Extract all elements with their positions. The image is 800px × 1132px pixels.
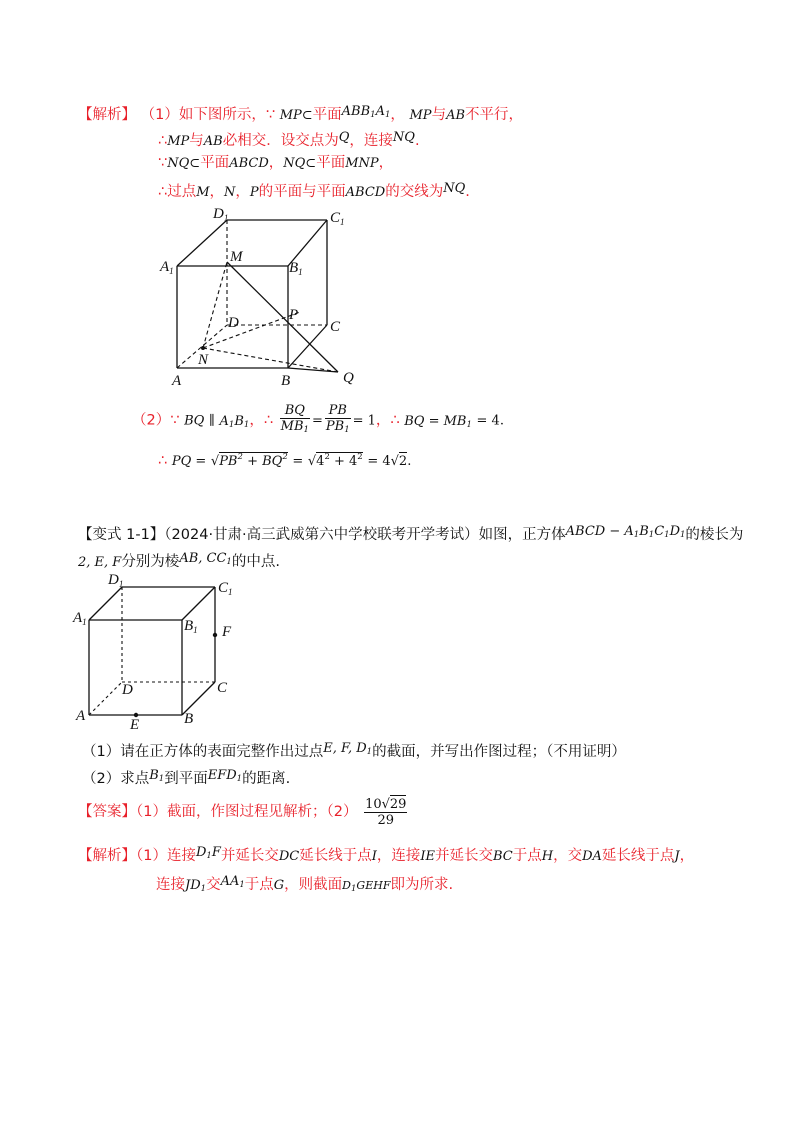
label-M: M: [230, 249, 243, 265]
label-B1: $B_1$: [289, 260, 303, 277]
label-A1: $A_1$: [160, 259, 174, 276]
label2-C1: $C_1$: [218, 580, 233, 597]
variant-line-2: 2, E, F分别为棱AB, $CC_1$的中点.: [78, 551, 280, 570]
label-C: C: [330, 319, 341, 335]
label-B: B: [281, 373, 291, 389]
point-F: [213, 633, 217, 637]
label2-A1: $A_1$: [73, 610, 87, 627]
solution3-line-2: 连接$JD_1$交$AA_1$于点G，则截面$D_1GEHF$即为所求.: [156, 874, 454, 894]
solution3-line-1: 【解析】（1）连接$D_1F$并延长交DC延长线于点I，连接IE并延长交BC于点H，交DA延长线于点J，: [78, 845, 695, 864]
answer-fraction: $\frac{10√29}{29}$: [365, 796, 407, 828]
label-N: N: [198, 352, 209, 368]
cube-figure-1: [150, 200, 370, 395]
solution-part2-line-2: ∴ PQ = $√PB^2 + BQ^2 = √4^2 + 4^2 = 4√2$.: [158, 452, 412, 469]
answer-line: 【答案】（1）截面，作图过程见解析；（2） $\frac{10√29}{29}$: [78, 796, 407, 828]
label-Q: Q: [343, 370, 354, 386]
label-D: D: [228, 315, 239, 331]
label-C1: $C_1$: [330, 210, 345, 227]
cube-figure-2: [70, 570, 250, 730]
label2-B: B: [184, 711, 194, 727]
solution-part2-line-1: （2）∵ BQ ∥ $A_1B_1$，∴ $\frac{BQ}{MB_1}$ = $\frac{PB}{PB_1}$ = 1，∴ BQ = $MB_1 = 4$.: [132, 403, 504, 442]
label2-B1: $B_1$: [184, 618, 198, 635]
variant-tag: 【变式 1-1】: [78, 527, 165, 543]
solution-line-3: ∵NQ⊂平面ABCD，NQ⊂平面MNP，: [158, 155, 394, 171]
analysis-tag: 【解析】: [78, 107, 136, 123]
label2-A: A: [76, 708, 86, 724]
analysis-tag-2: 【解析】: [78, 848, 136, 864]
label-P: P: [289, 307, 299, 323]
question-1: （1）请在正方体的表面完整作出过点E, F, $D_1$的截面，并写出作图过程；（不用证明）: [82, 741, 626, 760]
label2-F: F: [222, 624, 232, 640]
solution-line-1: 【解析】 （1）如下图所示，∵ MP⊂平面$ABB_1A_1$， MP与AB不平行，: [78, 104, 524, 123]
fraction-bq-mb1: $\frac{BQ}{MB_1}$: [280, 403, 309, 435]
solution-line-2: ∴MP与AB必相交．设交点为Q，连接NQ.: [158, 130, 420, 149]
answer-tag: 【答案】: [78, 804, 136, 820]
label2-E: E: [130, 717, 140, 730]
label-D1: $D_1$: [213, 206, 229, 223]
question-2: （2）求点$B_1$到平面$EFD_1$的距离.: [82, 768, 291, 787]
variant-line-1: 【变式 1-1】（2024·甘肃·高三武威第六中学校联考开学考试）如图，正方体ABCD − $A_1B_1C_1D_1$的棱长为: [78, 524, 744, 543]
label-A: A: [172, 373, 182, 389]
label2-C: C: [217, 680, 228, 696]
fraction-pb-pb1: $\frac{PB}{PB_1}$: [325, 403, 350, 435]
label2-D: D: [122, 682, 133, 698]
label2-D1: $D_1$: [108, 572, 124, 589]
solution-line-4: ∴过点M，N，P的平面与平面ABCD的交线为NQ.: [158, 181, 470, 200]
